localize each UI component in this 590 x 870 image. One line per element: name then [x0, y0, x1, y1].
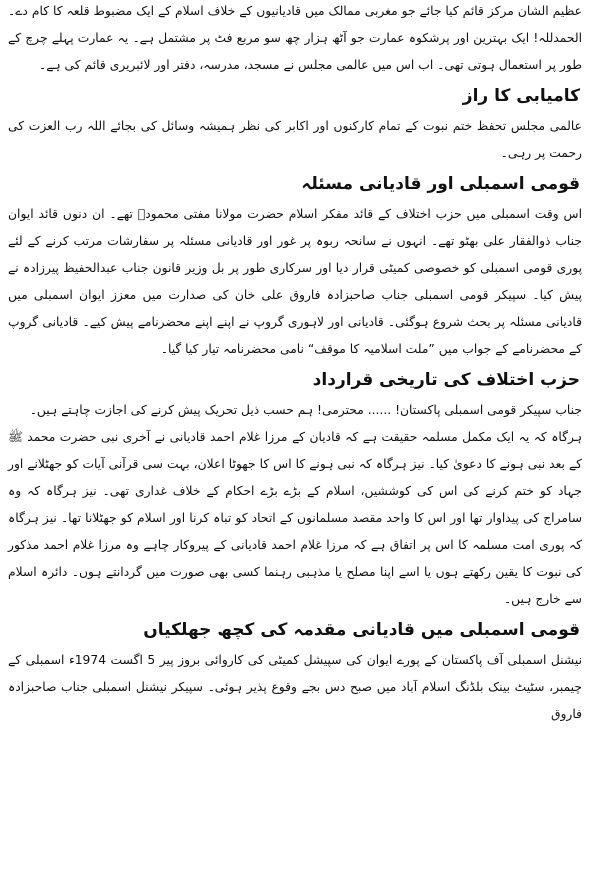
paragraph-success: عالمی مجلس تحفظ ختم نبوت کے تمام کارکنوں اور اکابر کی نظر ہمیشہ وسائل کی بجائے اللہ رب العزت کی رحمت پر رہی۔: [8, 119, 582, 160]
paragraph-resolution-body: ہرگاہ کہ یہ ایک مکمل مسلمہ حقیقت ہے کہ قادیان کے مرزا غلام احمد قادیانی نے آخری نبی حضرت محمد ﷺ کے بعد نبی ہونے کا دعویٰ کیا۔ نیز ہرگاہ کہ نبی ہونے کا اس کا جھوٹا اعلان، بہت سی قرآنی آیات کو جھٹلانے اور جہاد کو ختم کرنے کی اس کی کوششیں، اسلام کے بڑے بڑے احکام کے خلاف غداری تھی۔ نیز ہرگاہ کہ وہ سامراج کی پیداوار تھا اور اس کا واحد مقصد مسلمانوں کے اتحاد کو تباہ کرنا اور اسلام کو جھٹلانا تھا۔ نیز ہرگاہ کہ پوری امت مسلمہ کا اس پر اتفاق ہے کہ مرزا غلام احمد قادیانی کے پیروکار چاہے وہ مرزا غلام احمد مذکور کی نبوت کا یقین رکھتے ہوں یا اسے اپنا مصلح یا مذہبی رہنما کسی بھی صورت میں گردانتے ہوں۔ دائرہ اسلام سے خارج ہیں۔: [8, 430, 582, 606]
heading-secret-of-success: کامیابی کا راز: [462, 86, 580, 106]
heading-national-assembly-issue: قومی اسمبلی اور قادیانی مسئلہ: [301, 174, 580, 194]
paragraph-assembly: اس وقت اسمبلی میں حزب اختلاف کے قائد مفکر اسلام حضرت مولانا مفتی محمودؒ تھے۔ ان دنوں قائد ایوان جناب ذوالفقار علی بھٹو تھے۔ انہوں نے سانحہ ربوہ پر غور اور قادیانی مسئلہ پر سفارشات مرتب کرنے کے لئے پوری قومی اسمبلی کو خصوصی کمیٹی قرار دیا اور سرکاری طور پر بل وزیر قانون جناب عبدالحفیظ پیرزادہ نے پیش کیا۔ سپیکر قومی اسمبلی جناب صاحبزادہ فاروق علی خان کی صدارت میں معزز ایوان اسمبلی میں قادیانی مسئلہ پر بحث شروع ہوگئی۔ قادیانی اور لاہوری گروپ نے اپنے اپنے محضرنامے پیش کیے۔ قادیانی گروپ کے محضرنامے کے جواب میں ”ملت اسلامیہ کا موقف“ نامی محضرنامہ تیار کیا گیا۔: [8, 207, 582, 356]
paragraph-intro: عظیم الشان مرکز قائم کیا جائے جو مغربی ممالک میں قادیانیوں کے خلاف اسلام کے ایک مضبوط قلعہ کا کام دے۔ الحمدللہ! ایک بہترین اور پرشکوہ عمارت جو آٹھ ہزار چھ سو مربع فٹ پر مشتمل ہے۔ یہ عمارت پہلے چرچ کے طور پر استعمال ہوتی تھی۔ اب اس میں عالمی مجلس نے مسجد، مدرسہ، دفتر اور لائبریری قائم کی ہے۔: [8, 4, 582, 72]
heading-opposition-resolution: حزب اختلاف کی تاریخی قرارداد: [312, 370, 580, 390]
paragraph-resolution-intro: جناب سپیکر قومی اسمبلی پاکستان! ...... محترمی! ہم حسب ذیل تحریک پیش کرنے کی اجازت چاہتے ہیں۔: [29, 403, 582, 417]
heading-case-glimpses: قومی اسمبلی میں قادیانی مقدمہ کی کچھ جھلکیاں: [143, 620, 580, 640]
paragraph-special-committee: نیشنل اسمبلی آف پاکستان کے پورے ایوان کی سپیشل کمیٹی کی کاروائی بروز پیر 5 اگست 1974ء اسمبلی کے چیمبر، سٹیٹ بینک بلڈنگ اسلام آباد میں صبح دس بجے وقوع پذیر ہوئی۔ سپیکر نیشنل اسمبلی جناب صاحبزادہ فاروق: [8, 653, 583, 721]
